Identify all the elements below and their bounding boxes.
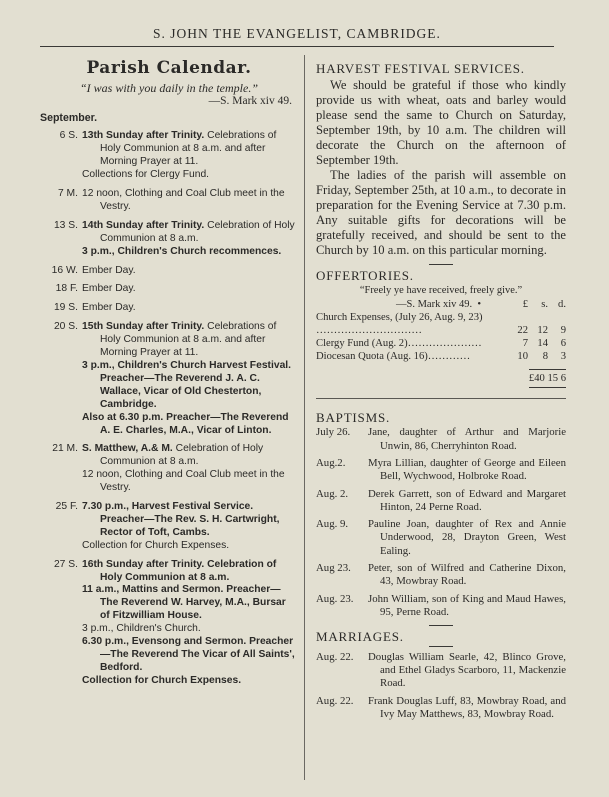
calendar-line-bold: 6.30 p.m., Evensong and Sermon. Preacher—The Reverend The Vicar of All Saints', Bedford.: [82, 636, 295, 673]
calendar-date: 18 F.: [55, 283, 78, 295]
offertories-quote: “Freely ye have received, freely give.”: [359, 285, 523, 297]
calendar-line-bold: S. Matthew, A.& M.: [82, 443, 173, 455]
baptism-text: Peter, son of Wilfred and Catherine Dixon, 43, Mowbray Road.: [368, 562, 566, 588]
baptism-text: Derek Garrett, son of Edward and Margaret Hinton, 24 Perne Road.: [368, 487, 566, 513]
offertory-shillings: 8: [542, 350, 548, 362]
calendar-line: [82, 623, 298, 636]
calendar-entries: [40, 130, 298, 687]
calendar-date: 25 F.: [55, 501, 78, 513]
col-shillings: s.: [541, 298, 548, 310]
calendar-title: Parish Calendar.: [86, 58, 252, 78]
calendar-date: 7 M.: [57, 188, 78, 199]
calendar-entry: [40, 321, 298, 437]
calendar-entry-body: [82, 220, 298, 259]
calendar-entry-body: [82, 559, 298, 688]
baptisms-list: [316, 426, 566, 619]
calendar-entry-body: [82, 283, 298, 296]
calendar-line: [82, 130, 298, 169]
calendar-entry-body: [82, 265, 298, 278]
offertory-pence: 6: [560, 337, 566, 349]
calendar-motto-source: —S. Mark xiv 49.: [208, 95, 292, 108]
calendar-line: [82, 188, 298, 214]
calendar-line-bold: 7.30 p.m., Harvest Festival Service. Preacher—The Rev. S. H. Cartwright, Rector of Toft, Cambs.: [82, 501, 280, 538]
offertory-label: Church Expenses, (July 26, Aug. 9, 23) …………………………: [316, 311, 483, 336]
calendar-line: [82, 584, 298, 623]
calendar-line-bold: Collection for Church Expenses.: [82, 674, 242, 686]
calendar-entry-body: [82, 321, 298, 437]
offertories-table: [316, 298, 566, 388]
calendar-entry: [40, 501, 298, 553]
calendar-line-text: Celebration of Holy Communion at 8 a.m.: [100, 219, 295, 244]
calendar-date: 27 S.: [53, 558, 78, 570]
offertories-header-row: [316, 298, 566, 311]
marriage-entry: [316, 651, 566, 691]
marriages-heading: MARRIAGES.: [316, 629, 404, 645]
baptism-date: July 26.: [316, 426, 351, 439]
baptism-entry: [316, 457, 566, 484]
calendar-line-text: 3 p.m., Children's Church.: [82, 623, 201, 635]
marriage-text: Frank Douglas Luff, 83, Mowbray Road, and Ivy May Matthews, 83, Mowbray Road.: [368, 694, 566, 721]
calendar-line-bold: 3 p.m., Children's Church recommences.: [82, 245, 282, 257]
calendar-line-text: Ember Day.: [82, 264, 136, 276]
calendar-line-text: 12 noon, Clothing and Coal Club meet in the Vestry.: [82, 469, 285, 494]
calendar-entry: [40, 559, 298, 688]
baptisms-heading: BAPTISMS.: [316, 409, 391, 425]
calendar-line-bold: 11 a.m., Mattins and Sermon. Preacher—The Reverend W. Harvey, M.A., Bursar of Fitzwilliam House.: [82, 584, 286, 622]
calendar-entry: [40, 265, 298, 278]
offertories-total-row: [316, 363, 566, 388]
offertories-quote-source: —S. Mark xiv 49.: [396, 298, 473, 310]
calendar-entry-body: [82, 302, 298, 315]
harvest-paragraph-2: The ladies of the parish will assemble on Friday, September 25th, at 10 a.m., to decorate in preparation for the Evening Service at 7.30 p.m. Any suitable gifts for decorations will be gratefully received, and should be sent to the Church by 10 a.m. on this particular morning.: [316, 167, 566, 257]
calendar-date: 6 S.: [59, 130, 78, 142]
calendar-line: [82, 265, 298, 278]
calendar-line-text: Ember Day.: [82, 302, 136, 314]
col-pounds: £: [522, 298, 528, 310]
marriage-entry: [316, 695, 566, 722]
calendar-line-bold: 16th Sunday after Trinity. Celebration of Holy Communion at 8 a.m.: [82, 558, 277, 583]
calendar-line-text: Ember Day.: [82, 283, 136, 295]
calendar-line-bold: 14th Sunday after Trinity.: [82, 219, 205, 231]
calendar-date: 20 S.: [53, 321, 78, 333]
marriage-date: Aug. 22.: [316, 650, 354, 663]
calendar-date: 19 S.: [53, 302, 78, 314]
section-rule-long: [316, 398, 566, 399]
calendar-entry-body: [82, 501, 298, 553]
calendar-date: 21 M.: [52, 443, 78, 455]
offertory-shillings: 12: [537, 324, 548, 336]
calendar-line-text: Celebration of Holy Communion at 8 a.m.: [100, 443, 264, 468]
offertory-row: [316, 337, 566, 350]
harvest-heading: HARVEST FESTIVAL SERVICES.: [316, 61, 525, 76]
baptism-text: Myra Lillian, daughter of George and Eileen Bell, Wychwood, Holbroke Road.: [368, 456, 566, 483]
offertory-label: Diocesan Quota (Aug. 16)…………: [316, 350, 471, 362]
baptism-date: Aug 23.: [316, 562, 351, 575]
col-pence: d.: [558, 298, 566, 310]
offertory-shillings: 14: [537, 337, 548, 349]
calendar-line: [82, 360, 298, 412]
section-rule: [429, 264, 453, 265]
offertory-pounds: 10: [517, 350, 528, 362]
calendar-entry-body: [82, 443, 298, 495]
offertories-total: £40 15 6: [529, 369, 566, 388]
calendar-line: [82, 675, 298, 688]
calendar-date: 16 W.: [51, 264, 78, 276]
baptism-entry: [316, 593, 566, 620]
calendar-entry: [40, 443, 298, 495]
baptism-date: Aug. 23.: [316, 592, 354, 605]
calendar-motto: “I was with you daily in the temple.”: [80, 80, 258, 95]
calendar-entry-body: [82, 130, 298, 182]
baptism-entry: [316, 518, 566, 558]
calendar-line: [82, 169, 298, 182]
calendar-line: [82, 412, 298, 438]
offertory-pence: 9: [560, 324, 566, 336]
calendar-line: [82, 246, 298, 259]
marriages-list: [316, 651, 566, 721]
calendar-line-text: Collection for Church Expenses.: [82, 539, 230, 551]
calendar-line-text: Celebrations of Holy Communion at 8 a.m. and after Morning Prayer at 11.: [100, 321, 277, 359]
harvest-paragraph-1: We should be grateful if those who kindly provide us with wheat, oats and barley would please send the same to Church on Saturday, September 19th, by 10 a.m. The children will decorate the Church on the afternoon of September 19th.: [316, 77, 566, 167]
header-rule: [40, 46, 554, 47]
baptism-entry: [316, 562, 566, 589]
calendar-line-text: Collections for Clergy Fund.: [82, 169, 210, 181]
column-divider: [304, 55, 305, 780]
marriage-date: Aug. 22.: [316, 694, 354, 707]
calendar-line-text: Celebrations of Holy Communion at 8 a.m. and after Morning Prayer at 11.: [100, 130, 277, 168]
calendar-line-text: 12 noon, Clothing and Coal Club meet in the Vestry.: [82, 188, 285, 212]
baptism-date: Aug. 2.: [316, 487, 349, 500]
offertory-row: [316, 350, 566, 363]
calendar-line-bold: 15th Sunday after Trinity.: [82, 321, 205, 333]
calendar-line-bold: Also at 6.30 p.m. Preacher—The Reverend A. E. Charles, M.A., Vicar of Linton.: [82, 411, 289, 436]
offertory-pence: 3: [560, 350, 566, 362]
calendar-entry: [40, 188, 298, 214]
calendar-line: [82, 220, 298, 246]
calendar-line: [82, 636, 298, 675]
calendar-line-bold: 13th Sunday after Trinity.: [82, 130, 205, 142]
marriage-text: Douglas William Searle, 42, Blinco Grove, and Ethel Gladys Scarboro, 11, Mackenzie Road.: [368, 650, 566, 690]
calendar-entry-body: [82, 188, 298, 214]
offertory-row: [316, 311, 566, 337]
calendar-line: [82, 559, 298, 585]
calendar-line: [82, 283, 298, 296]
offertories-heading: OFFERTORIES.: [316, 267, 414, 283]
baptism-date: Aug.2.: [316, 456, 346, 469]
calendar-entry: [40, 220, 298, 259]
calendar-line: [82, 321, 298, 360]
baptism-entry: [316, 488, 566, 515]
calendar-entry: [40, 283, 298, 296]
section-rule: [429, 625, 453, 626]
calendar-entry: [40, 130, 298, 182]
calendar-month: September.: [40, 111, 98, 124]
notices-column: [316, 62, 566, 725]
calendar-date: 13 S.: [53, 219, 78, 231]
calendar-line: [82, 302, 298, 315]
baptism-entry: [316, 426, 566, 453]
page-header: S. JOHN THE EVANGELIST, CAMBRIDGE.: [153, 26, 441, 41]
calendar-column: [40, 60, 298, 694]
offertories-quote-dot: •: [477, 298, 482, 310]
calendar-line: [82, 469, 298, 495]
calendar-line-bold: 3 p.m., Children's Church Harvest Festival. Preacher—The Reverend J. A. C. Wallace, Vicar of Old Chesterton, Cambridge.: [82, 359, 292, 410]
calendar-entry: [40, 302, 298, 315]
offertory-label: Clergy Fund (Aug. 2)…………………: [316, 337, 482, 349]
offertory-pounds: 22: [517, 324, 528, 336]
baptism-text: John William, son of King and Maud Hawes, 95, Perne Road.: [368, 592, 566, 618]
baptism-date: Aug. 9.: [316, 518, 349, 531]
baptism-text: Jane, daughter of Arthur and Marjorie Unwin, 86, Cherryhinton Road.: [368, 426, 566, 452]
calendar-line: [82, 443, 298, 469]
calendar-line: [82, 501, 298, 540]
baptism-text: Pauline Joan, daughter of Rex and Annie Underwood, 28, Drayton Green, West Ealing.: [368, 518, 566, 557]
section-rule: [429, 646, 453, 647]
calendar-line: [82, 540, 298, 553]
offertory-pounds: 7: [522, 337, 528, 349]
